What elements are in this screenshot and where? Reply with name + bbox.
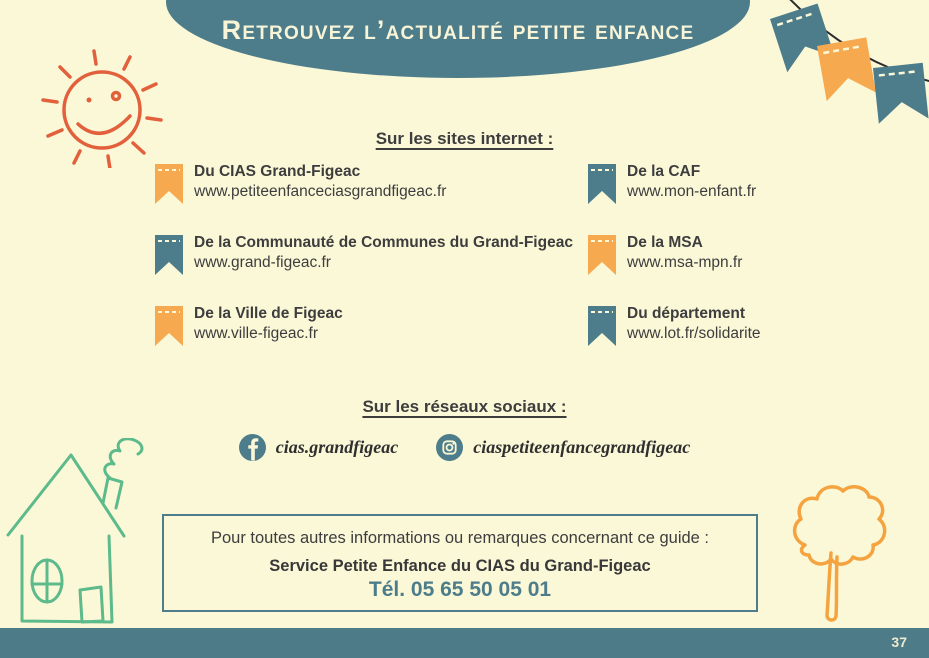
pennant-flag-icon [588, 235, 616, 275]
instagram-handle[interactable]: ciaspetiteenfancegrandfigeac [473, 437, 691, 457]
site-title: Du CIAS Grand-Figeac [194, 163, 361, 180]
info-intro-text: Pour toutes autres informations ou remarques concernant ce guide : [210, 529, 710, 547]
pennant-flag-icon [588, 164, 616, 204]
pennant-flag-icon [155, 235, 183, 275]
facebook-handle[interactable]: cias.grandfigeac [275, 437, 399, 457]
pennant-flag-icon [155, 306, 183, 346]
social-section-heading: Sur les réseaux sociaux : [362, 397, 567, 416]
site-title: Du département [627, 305, 745, 322]
sites-section-heading: Sur les sites internet : [375, 129, 554, 148]
facebook-icon[interactable] [239, 434, 266, 461]
site-item-departement [588, 304, 929, 375]
pennant-flag-icon [588, 306, 616, 346]
site-url[interactable]: www.grand-figeac.fr [194, 254, 331, 271]
header-banner [166, 0, 750, 78]
site-item-msa [588, 233, 929, 304]
phone-number: Tél. 05 65 50 05 01 [368, 578, 552, 601]
site-item-caf [588, 162, 929, 233]
sun-doodle-icon [40, 48, 165, 168]
site-title: De la Ville de Figeac [194, 305, 343, 322]
facebook-account [239, 434, 398, 461]
site-title: De la Communauté de Communes du Grand-Figeac [194, 234, 573, 251]
site-url[interactable]: www.ville-figeac.fr [194, 325, 319, 342]
sites-list [155, 162, 929, 375]
footer-bar [0, 628, 929, 658]
bunting-flags-icon [759, 0, 929, 130]
site-title: De la CAF [627, 163, 701, 180]
site-url[interactable]: www.lot.fr/solidarite [627, 325, 761, 342]
page-title: Retrouvez l’actualité petite enfance [221, 15, 695, 45]
site-item-ville-figeac [155, 304, 588, 375]
page-number: 37 [891, 634, 907, 650]
site-item-cias [155, 162, 588, 233]
site-url[interactable]: www.petiteenfanceciasgrandfigeac.fr [194, 183, 447, 200]
contact-info-box [162, 514, 758, 612]
instagram-account [436, 434, 690, 461]
site-url[interactable]: www.mon-enfant.fr [627, 183, 757, 200]
site-url[interactable]: www.msa-mpn.fr [627, 254, 743, 271]
tree-doodle-icon [783, 483, 913, 628]
site-item-communaute [155, 233, 588, 304]
instagram-icon[interactable] [436, 434, 463, 461]
site-title: De la MSA [627, 234, 703, 251]
service-name: Service Petite Enfance du CIAS du Grand-Figeac [269, 557, 651, 575]
pennant-flag-icon [155, 164, 183, 204]
house-doodle-icon [0, 438, 165, 628]
